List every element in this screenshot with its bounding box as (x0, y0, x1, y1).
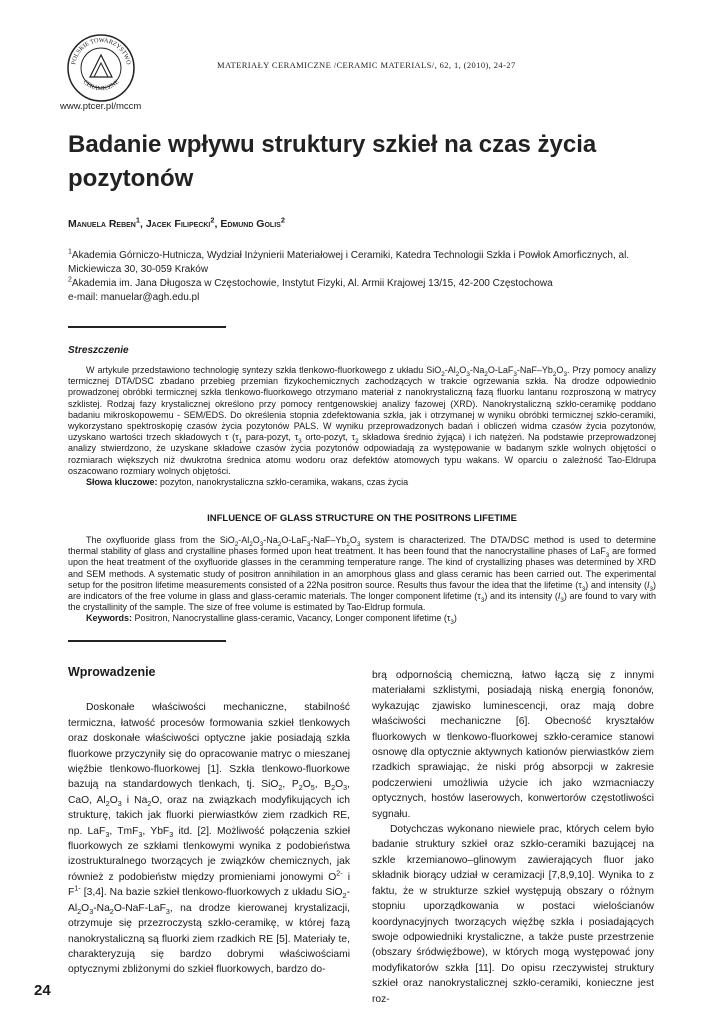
keywords-en: Keywords: Positron, Nanocrystalline glass-ceramic, Vacancy, Longer component lifetime $(\tau_3)$ (86, 613, 457, 627)
section-heading: Wprowadzenie (68, 665, 156, 679)
abstract-en-text: The oxyfluoride glass from the $SiO_2-Al_2O_3-Na_2O-LaF_3-NaF-Yb_2O_3$ system is characterized. The DTA/DSC method is used to determine thermal stability of glass and crystalline phases formed upon heat treatment. It has been found that the nanocrystalline phases of LaF$_3$ are formed upon the heat treatment of the oxyfluoride glasses in the ceramming temperature range. The kind of crystallizing phases was determined by XRD and SEM methods. A systematic study of positron annihilation in an amorphous glass and glass ceramic has been carried out. The experimental setup for the positron lifetime measurements consisted of a 22Na positron source. Results thus favour the idea that the lifetime $(\tau_3)$ and intensity $(I_3)$ are indicators of the free volume in glass and glass-ceramic materials. The longer component lifetime $(\tau_3)$ and its intensity $(I_3)$ are found to vary with the crystallinity of the sample. The size of free volume is estimated by Tao-Eldrup formula. (68, 535, 657, 613)
abstract-pl-text: W artykule przedstawiono technologię syntezy szkła tlenkowo-fluorkowego z układu $SiO_2-Al_2O_3-Na_2O-LaF_3-NaF-Yb_2O_3$. Przy pomocy analizy termicznej DTA/DSC zbadano przebieg przemian fizykochemicznych zachodzących w trakcie ogrzewania szkła. Na drodze odpowiednio prowadzonej obróbki termicznej szkła tlenkowo-fluorkowego otrzymano materiał z nanokrystaliczną fazą fluorku lantanu rozproszoną w matrycy szklistej. Rodzaj fazy krystalicznej określono przy pomocy rentgenowskiej analizy fazowej (XRD). Nanokrystaliczną szkło-ceramikę poddano badaniu mikroskopowemu - SEM/EDS. Do określenia stopnia zdefektowania szkła, jak i otrzymanej w wyniku obróbki termicznej szkło-ceramiki, wykorzystano spektroskopię czasów życia pozytonów PALS. W wyniku przeprowadzonych badań i obliczeń widma czasów życia pozytonów, uzyskano wartości trzech składowych τ ($\tau_1$ para-pozyt, $\tau_3$ orto-pozyt, $\tau_2$ składowa średnio żyjąca) i ich natężeń. Na podstawie przeprowadzonej analizy stwierdzono, że uzyskane składowe czasów życia pozytonów odpowiadają za występowanie w badanym szkle wolnych objętości o rozmiarach większych niż dwukrotna średnica atomu wodoru oraz defektów atomowych typu wakans. W oparciu o zależność Tao-Eldrupa oszacowano rozmiary wolnych objętości. (68, 365, 657, 476)
page-number: 24 (34, 982, 51, 999)
column-right (372, 668, 654, 1007)
email[interactable]: e-mail: manuelar@agh.edu.pl (68, 292, 200, 303)
divider (68, 326, 226, 328)
paragraph: Doskonałe właściwości mechaniczne, stabilność termiczna, łatwość procesów formowania szkieł tlenkowych oraz doskonałe właściwości optyczne jakie posiadają szkła fluorkowe przyczyniły się do opracowanie matryc o mieszanej więźbie tlenkowo-fluorkowej [1]. Szkła tlenkowo-fluorkowe bazują na standardowych tlenkach, tj. SiO$_2$, $P_2O_5$, $B_2O_3$, CaO, $Al_2O_3$ i $Na_2O$, oraz na związkach modyfikujących ich strukturę, takich jak fluorki pierwiastków ziem rzadkich RE, np. LaF$_3$, TmF$_3$, YbF$_3$ itd. [2]. Możliwość połączenia szkieł fluorkowych ze szkłami tlenkowymi wynika z podobieństwa izostrukturalnego tworzących je związków chemicznych, jak również z podobieństw między promieniami jonowymi $O^{2-}$ i $F^{1-}$ [3,4]. Na bazie szkieł tlenkowo-fluorkowych z układu $SiO_2-Al_2O_3-Na_2O-NaF-LaF_3$, na drodze kierowanej krystalizacji, otrzymuje się przezroczystą szkło-ceramikę, w której fazą nanokrystaliczną są fluorki ziem rzadkich RE [5]. Materiały te, charakteryzują się bardzo dobrymi właściwościami optycznymi zbliżonymi do szkieł fluorkowych, bardzo do- (68, 702, 351, 976)
society-logo (66, 33, 136, 103)
paragraph: Dotychczas wykonano niewiele prac, których celem było badanie struktury szkieł oraz szkło-ceramiki bazującej na szkle krzemianowo–glinowym zawierających fluor jako składnik biorący udział w ceramizacji [7,8,9,10]. Wynika to z faktu, że w strukturze szkieł występują obszary o różnym stopniu uporządkowania w postaci wielościanów koordynacyjnych tworzących więźbę szkła i posiadających swoje odpowiedniki krystaliczne, a także puste przestrzenie (obszary śródwięźbowe), w których mogą występować jony modyfikatorów szkła [11]. Do opisu rzeczywistej struktury szkieł oraz nanokrystalicznej szkło-ceramiki, konieczne jest roz- (372, 824, 654, 1005)
author-name: Edmund Golis (220, 218, 281, 230)
article-title: Badanie wpływu struktury szkieł na czas życia pozytonów (68, 131, 597, 192)
affiliation-1: $^1$Akademia Górniczo-Hutnicza, Wydział Inżynierii Materiałowej i Ceramiki, Katedra Technologii Szkła i Powłok Amorficznych, al. Mickiewicza 30, 30-059 Kraków (68, 248, 630, 275)
author-name: Manuela Reben (68, 218, 136, 230)
journal-url[interactable]: www.ptcer.pl/mccm (60, 101, 142, 112)
logo-text-top: POLSKIE TOWARZYSTWO (70, 36, 132, 66)
abstract-en (68, 535, 656, 625)
english-title: INFLUENCE OF GLASS STRUCTURE ON THE POSITRONS LIFETIME (207, 513, 517, 524)
journal-citation: MATERIAŁY CERAMICZNE /CERAMIC MATERIALS/, 62, 1, (2010), 24-27 (217, 60, 516, 70)
author-list: Manuela Reben$^1$, Jacek Filipecki$^2$, Edmund Golis$^2$ (68, 215, 285, 230)
column-left (68, 665, 350, 978)
affiliation-2: $^2$Akademia im. Jana Długosza w Częstochowie, Instytut Fizyki, Al. Armii Krajowej 13/15, 42-200 Częstochowa (68, 276, 553, 289)
logo-text-bottom: CERAMICZNE (81, 78, 121, 93)
paragraph: brą odpornością chemiczną, łatwo łączą się z innymi materiałami szklistymi, posiadają niską energią fononów, wykazując zjawisko luminescencji, oraz mają dobre właściwości mechaniczne [6]. Obecność kryształów fluorkowych w tlenkowo-fluorkowej szkło-ceramice stanowi osnowę dla optycznie aktywnych kationów pierwiastków ziem rzadkich sprawiając, że niski próg absorpcji w zakresie podczerwieni umożliwia użycie ich jako wzmacniaczy optycznych, hostów laserowych, konwertorów częstotliwości sygnału. (372, 670, 654, 820)
affiliations (68, 249, 658, 305)
abstract-pl (68, 365, 656, 488)
abstract-heading: Streszczenie (68, 345, 129, 356)
divider (68, 640, 226, 642)
author-name: Jacek Filipecki (145, 218, 211, 230)
keywords-pl: Słowa kluczowe: pozyton, nanokrystaliczna szkło-ceramika, wakans, czas życia (86, 477, 409, 488)
